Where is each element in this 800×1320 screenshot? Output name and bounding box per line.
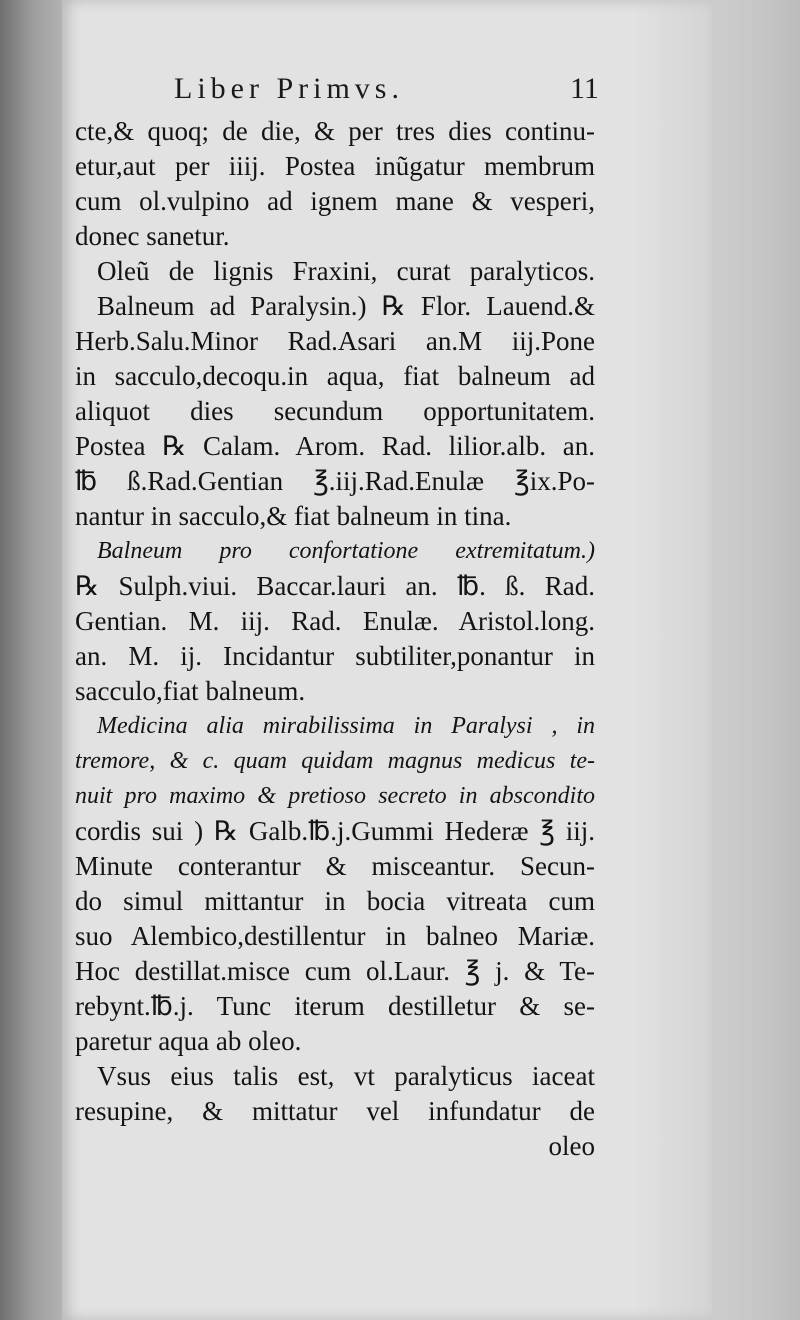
text-line: Vsus eius talis est, vt paralyticus iaceat — [97, 1061, 595, 1091]
text-line: Hoc destillat.misce cum ol.Laur. ℥ j. & Te- — [75, 956, 595, 986]
text-line: resupine, & mittatur vel infundatur de — [75, 1096, 595, 1126]
text-line: Postea ℞ Calam. Arom. Rad. lilior.alb. an. — [75, 431, 595, 461]
text-line: etur,aut per iiij. Postea inũgatur membrum — [75, 151, 595, 181]
text-line: in sacculo,decoqu.in aqua, fiat balneum ad — [75, 361, 595, 391]
text-line: rebynt.℔.j. Tunc iterum destilletur & se- — [75, 991, 595, 1021]
text-line: ℔ ß.Rad.Gentian ℥.iij.Rad.Enulæ ℥ix.Po- — [75, 466, 595, 496]
text-line: cum ol.vulpino ad ignem mane & vesperi, — [75, 186, 595, 216]
text-line-heading: Balneum pro confortatione extremitatum.) — [97, 538, 595, 564]
text-line-heading: tremore, & c. quam quidam magnus medicus te- — [75, 748, 595, 774]
text-line: an. M. ij. Incidantur subtiliter,ponantur in — [75, 641, 595, 671]
page-number: 11 — [570, 72, 599, 105]
text-line: do simul mittantur in bocia vitreata cum — [75, 886, 595, 916]
page-shadow — [632, 0, 712, 1320]
running-title: Liber Primvs. — [174, 72, 404, 105]
text-line-heading: Medicina alia mirabilissima in Paralysi , in — [97, 713, 595, 739]
text-line-heading: nuit pro maximo & pretioso secreto in abscondito — [75, 783, 595, 809]
text-line: suo Alembico,destillentur in balneo Mariæ. — [75, 921, 595, 951]
text-line: Oleũ de lignis Fraxini, curat paralyticos. — [97, 256, 595, 286]
text-line: Herb.Salu.Minor Rad.Asari an.M iij.Pone — [75, 326, 595, 356]
text-line: paretur aqua ab oleo. — [75, 1026, 302, 1056]
text-line: sacculo,fiat balneum. — [75, 676, 306, 706]
catchword: oleo — [548, 1131, 595, 1161]
text-line: Gentian. M. iij. Rad. Enulæ. Aristol.long. — [75, 606, 595, 636]
running-head — [110, 72, 710, 112]
text-line-heading: Balneum ad Paralysin.) ℞ Flor. Lauend.& — [97, 291, 595, 321]
text-line: cte,& quoq; de die, & per tres dies continu- — [75, 116, 595, 146]
text-line: Minute conterantur & misceantur. Secun- — [75, 851, 595, 881]
text-line: ℞ Sulph.viui. Baccar.lauri an. ℔. ß. Rad. — [75, 571, 595, 601]
text-line: donec sanetur. — [75, 221, 230, 251]
body-text — [75, 114, 595, 1164]
text-line: aliquot dies secundum opportunitatem. — [75, 396, 595, 426]
text-line: cordis sui ) ℞ Galb.℔.j.Gummi Hederæ ℥ iij. — [75, 816, 595, 846]
text-line: nantur in sacculo,& fiat balneum in tina. — [75, 501, 512, 531]
